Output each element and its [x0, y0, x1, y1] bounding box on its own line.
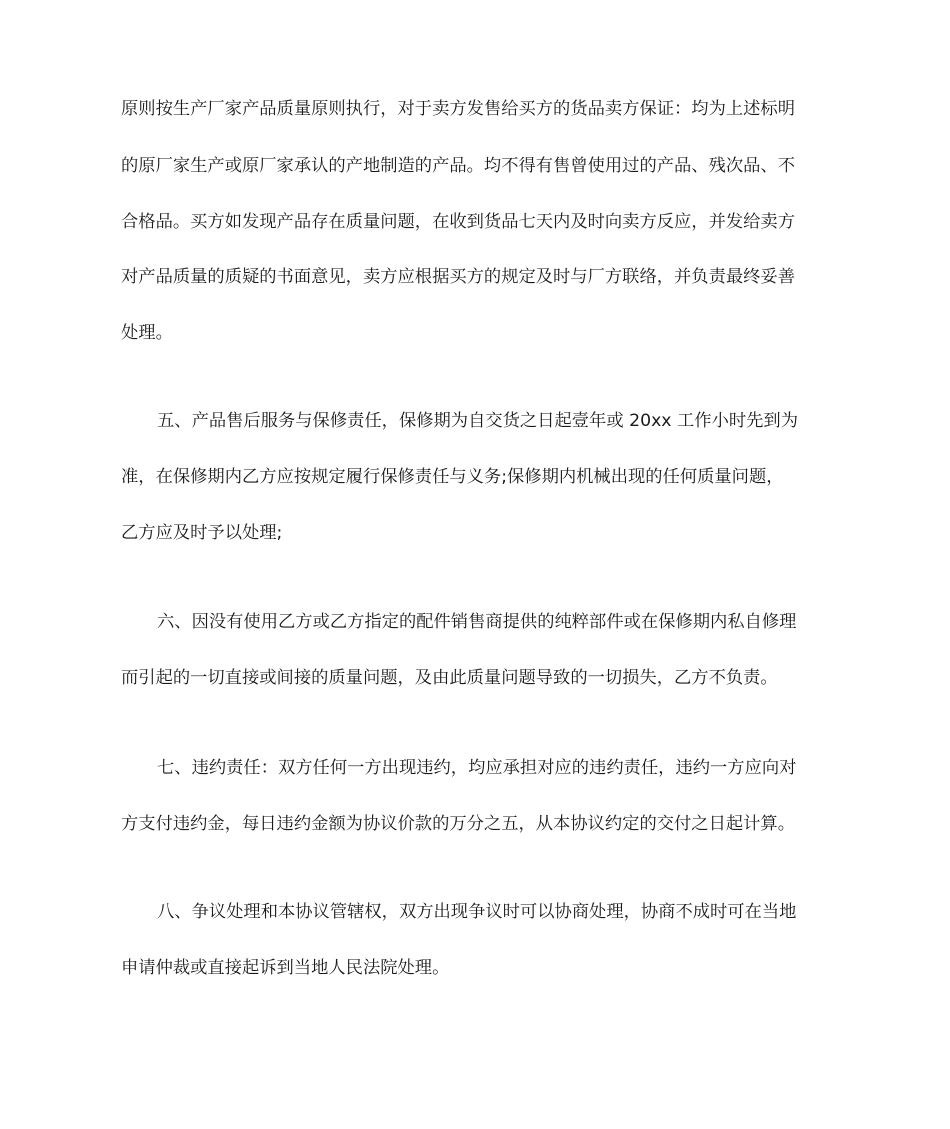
paragraph-line: 而引起的一切直接或间接的质量问题，及由此质量问题导致的一切损失，乙方不负责。: [121, 668, 778, 688]
paragraph-line: 原则按生产厂家产品质量原则执行，对于卖方发售给买方的货品卖方保证：均为上述标明: [121, 99, 795, 119]
paragraph-line: 的原厂家生产或原厂家承认的产地制造的产品。均不得有售曾使用过的产品、残次品、不: [121, 156, 795, 176]
paragraph-line: 准，在保修期内乙方应按规定履行保修责任与义务;保修期内机械出现的任何质量问题，: [121, 467, 784, 487]
paragraph-line: 处理。: [121, 323, 173, 343]
paragraph-line: 申请仲裁或直接起诉到当地人民法院处理。: [121, 958, 450, 978]
paragraph-line: 七、违约责任：双方任何一方出现违约，均应承担对应的违约责任，违约一方应向对: [157, 758, 797, 778]
paragraph-line: 乙方应及时予以处理;: [121, 523, 283, 543]
paragraph-line: 方支付违约金，每日违约金额为协议价款的万分之五，从本协议约定的交付之日起计算。: [121, 814, 795, 834]
paragraph-line: 六、因没有使用乙方或乙方指定的配件销售商提供的纯粹部件或在保修期内私自修理: [157, 612, 797, 632]
paragraph-line: 八、争议处理和本协议管辖权，双方出现争议时可以协商处理，协商不成时可在当地: [157, 902, 797, 922]
paragraph-line: 五、产品售后服务与保修责任，保修期为自交货之日起壹年或 20xx 工作小时先到为: [157, 411, 798, 431]
paragraph-line: 合格品。买方如发现产品存在质量问题，在收到货品七天内及时向卖方反应，并发给卖方: [121, 212, 795, 232]
paragraph-line: 对产品质量的质疑的书面意见，卖方应根据买方的规定及时与厂方联络，并负责最终妥善: [121, 267, 795, 287]
